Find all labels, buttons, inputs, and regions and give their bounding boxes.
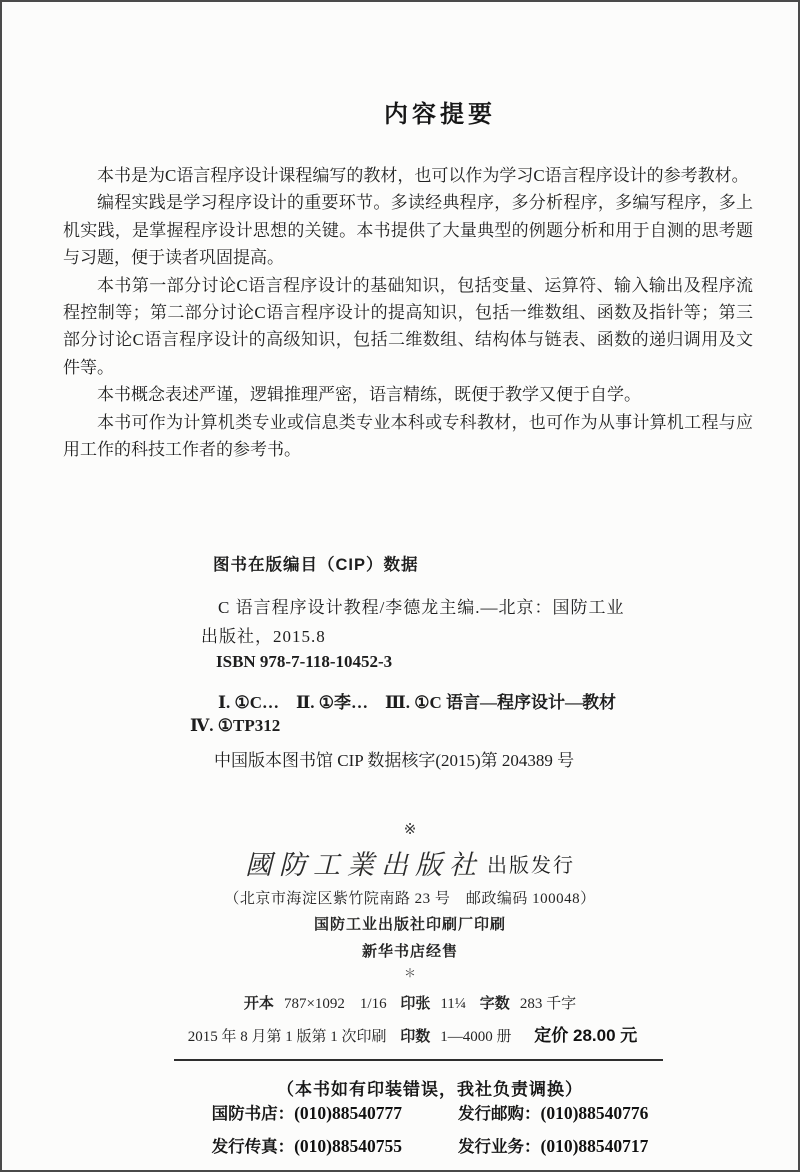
imprint-top-mark: ※ <box>403 822 417 838</box>
contact-row <box>458 1098 648 1131</box>
summary-block <box>63 162 753 463</box>
print-run-value: 1—4000 册 <box>440 1029 512 1045</box>
cip-title-continuation: 出版社，2015.8 <box>201 627 326 646</box>
edition-text: 2015 年 8 月第 1 版第 1 次印刷 <box>187 1029 387 1045</box>
contact-label: 发行邮购： <box>458 1105 541 1123</box>
distributor-line: 新华书店经售 <box>361 943 458 960</box>
contact-value: (010)88540755 <box>294 1135 402 1156</box>
summary-paragraph: 本书是为C语言程序设计课程编写的教材，也可以作为学习C语言程序设计的参考教材。 <box>97 166 749 185</box>
format-label: 字数 <box>479 995 510 1012</box>
format-value: 283 千字 <box>519 996 577 1012</box>
publisher-line <box>22 843 798 882</box>
contact-value: (010)88540776 <box>540 1103 649 1123</box>
cip-heading: 图书在版编目（CIP）数据 <box>213 556 419 574</box>
contact-column-right <box>458 1098 648 1163</box>
contact-value: (010)88540777 <box>294 1103 402 1123</box>
colophon-edition-line <box>22 1021 798 1046</box>
summary-paragraph: 本书概念表述严谨，逻辑推理严密，语言精练，既便于教学又便于自学。 <box>97 385 641 405</box>
summary-paragraph: 编程实践是学习程序设计的重要环节。多读经典程序，多分析程序，多编写程序，多上机实践，是掌握程序设计思想的关键。本书提供了大量典型的例题分析和用于自测的思考题与习题，便于读者巩固提高。 <box>63 193 753 268</box>
footer-divider-rule <box>174 1059 663 1061</box>
contact-label: 发行业务： <box>458 1137 541 1156</box>
footer-notice: （本书如有印装错误，我社负责调换） <box>277 1080 583 1099</box>
price-label: 定价 28.00 元 <box>534 1026 638 1045</box>
contact-value: (010)88540717 <box>540 1135 649 1156</box>
contact-label: 发行传真： <box>211 1137 295 1156</box>
colophon-format-line <box>22 992 798 1013</box>
format-label: 印张 <box>400 995 431 1012</box>
imprint-divider-mark: ＊ <box>403 966 416 980</box>
cip-isbn: ISBN 978-7-118-10452-3 <box>216 652 393 671</box>
format-value: 787×1092 1/16 <box>283 996 387 1012</box>
print-run-label: 印数 <box>400 1028 431 1045</box>
contact-column-left <box>212 1098 402 1163</box>
cip-classification-line: Ⅰ. ①C… Ⅱ. ①李… Ⅲ. ①C 语言—程序设计—教材 <box>218 693 617 712</box>
format-value: 11¼ <box>440 996 467 1012</box>
contact-row <box>212 1131 402 1164</box>
contact-row <box>212 1098 402 1131</box>
summary-paragraph: 本书可作为计算机类专业或信息类专业本科或专科教材，也可作为从事计算机工程与应用工作的科技工作者的参考书。 <box>63 412 753 460</box>
cip-title-line: C 语言程序设计教程/李德龙主编.—北京：国防工业 <box>218 598 625 617</box>
printer-line: 国防工业出版社印刷厂印刷 <box>313 916 506 933</box>
contact-block <box>62 1098 798 1163</box>
publisher-logo: 國防工業出版社 <box>245 850 483 880</box>
contact-row <box>458 1131 648 1164</box>
format-label: 开本 <box>243 995 274 1012</box>
contact-label: 国防书店： <box>211 1105 295 1123</box>
cip-record-number: 中国版本图书馆 CIP 数据核字(2015)第 204389 号 <box>214 751 575 770</box>
cip-classification-continuation: Ⅳ. ①TP312 <box>190 716 281 735</box>
summary-paragraph: 本书第一部分讨论C语言程序设计的基础知识，包括变量、运算符、输入输出及程序流程控制等；第二部分讨论C语言程序设计的提高知识，包括一维数组、函数及指针等；第三部分讨论C语言程序设计的高级知识，包括二维数组、结构体与链表、函数的递归调用及文件等。 <box>63 275 753 377</box>
summary-title: 内容提要 <box>384 101 496 128</box>
publisher-address: （北京市海淀区紫竹院南路 23 号 邮政编码 100048） <box>224 891 596 907</box>
publisher-suffix-label: 出版发行 <box>487 855 575 877</box>
